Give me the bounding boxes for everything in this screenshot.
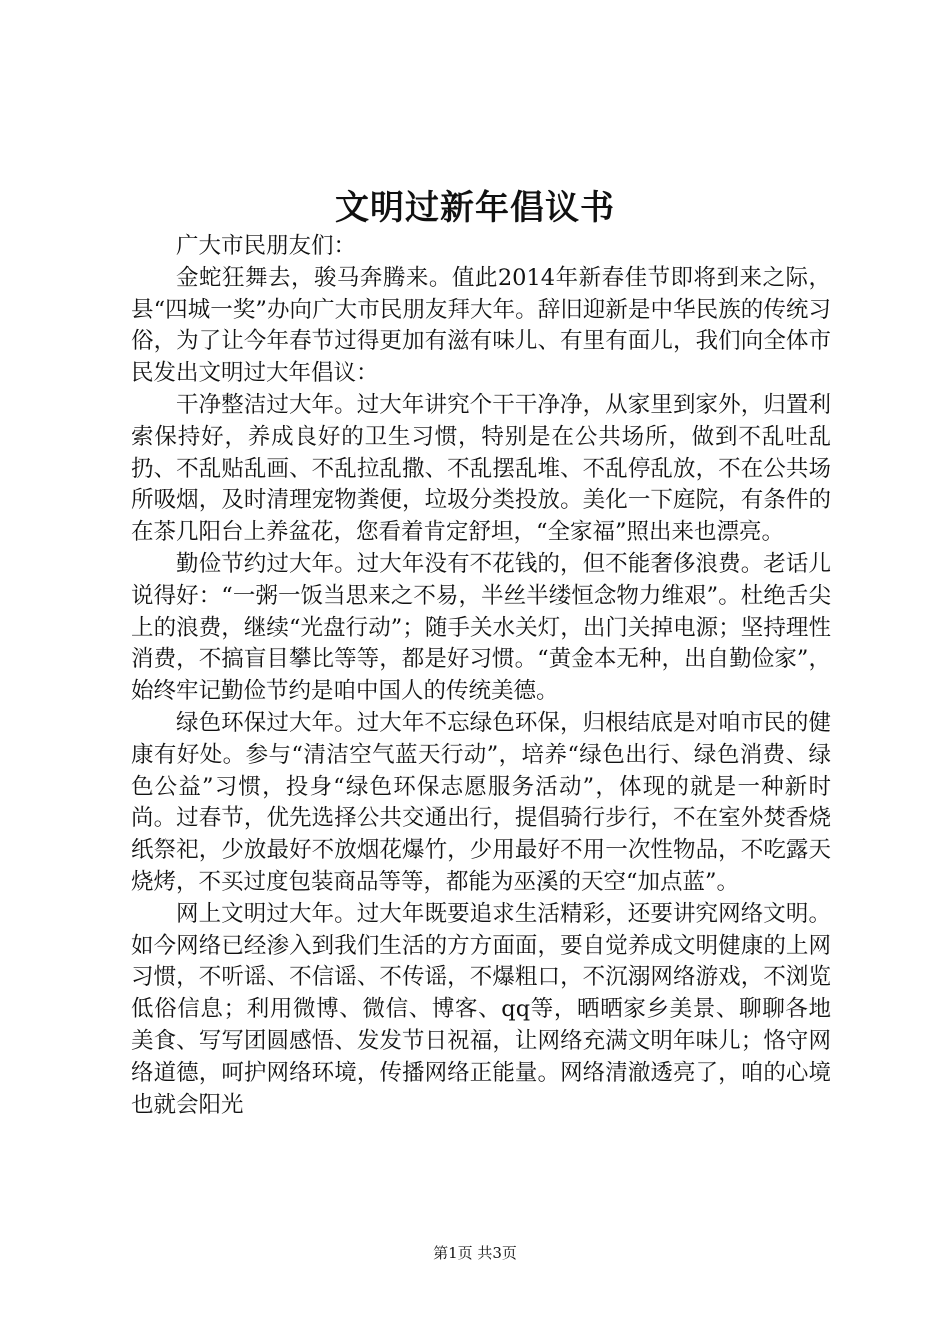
paragraph-online: 网上文明过大年。过大年既要追求生活精彩，还要讲究网络文明。如今网络已经渗入到我们生活的方方面面，要自觉养成文明健康的上网习惯，不听谣、不信谣、不传谣，不爆粗口，不沉溺网络游戏，不浏览低俗信息；利用微博、微信、博客、qq等，晒晒家乡美景、聊聊各地美食、写写团圆感悟、发发节日祝福，让网络充满文明年味儿；恪守网络道德，呵护网络环境，传播网络正能量。网络清澈透亮了，咱的心境也就会阳光 [131,900,831,1118]
paragraph-intro: 金蛇狂舞去，骏马奔腾来。值此2014年新春佳节即将到来之际，县“四城一奖”办向广大市民朋友拜大年。辞旧迎新是中华民族的传统习俗，为了让今年春节过得更加有滋有味儿、有里有面儿，我们向全体市民发出文明过大年倡议： [131,264,831,387]
page-title: 文明过新年倡议书 [335,188,615,228]
document-body [131,231,831,1121]
paragraph-clean: 干净整洁过大年。过大年讲究个干干净净，从家里到家外，归置利索保持好，养成良好的卫生习惯，特别是在公共场所，做到不乱吐乱扔、不乱贴乱画、不乱拉乱撒、不乱摆乱堆、不乱停乱放，不在公共场所吸烟，及时清理宠物粪便，垃圾分类投放。美化一下庭院，有条件的在茶几阳台上养盆花，您看着肯定舒坦，“全家福”照出来也漂亮。 [131,391,831,546]
page-number-footer: 第1页 共3页 [433,1244,517,1262]
greeting-line: 广大市民朋友们： [176,233,357,259]
paragraph-green: 绿色环保过大年。过大年不忘绿色环保，归根结底是对咱市民的健康有好处。参与“清洁空气蓝天行动”，培养“绿色出行、绿色消费、绿色公益”习惯，投身“绿色环保志愿服务活动”，体现的就是一种新时尚。过春节，优先选择公共交通出行，提倡骑行步行，不在室外焚香烧纸祭祀，少放最好不放烟花爆竹，少用最好不用一次性物品，不吃露天烧烤，不买过度包装商品等等，都能为巫溪的天空“加点蓝”。 [131,709,831,895]
paragraph-thrift: 勤俭节约过大年。过大年没有不花钱的，但不能奢侈浪费。老话儿说得好：“一粥一饭当思来之不易，半丝半缕恒念物力维艰”。杜绝舌尖上的浪费，继续“光盘行动”；随手关水关灯，出门关掉电源；坚持理性消费，不搞盲目攀比等等，都是好习惯。“黄金本无种，出自勤俭家”，始终牢记勤俭节约是咱中国人的传统美德。 [131,550,831,705]
